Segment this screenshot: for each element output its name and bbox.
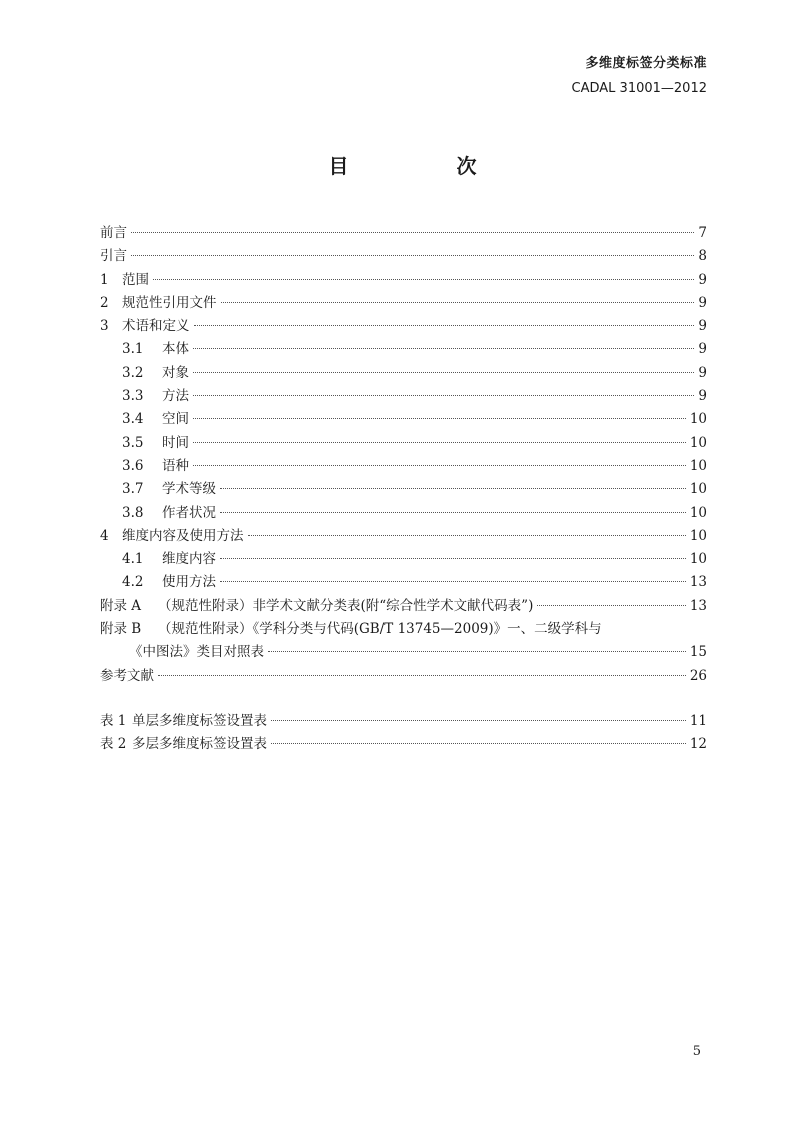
toc-number: 附录 A	[100, 597, 142, 614]
leader-dots	[131, 232, 694, 233]
toc-label	[100, 269, 149, 292]
toc-title: 方法	[162, 388, 189, 405]
table-title: 多层多维度标签设置表	[132, 736, 267, 753]
toc-label	[122, 385, 189, 408]
toc-label	[122, 478, 216, 501]
table-list-entry-2[interactable]	[100, 733, 707, 756]
toc-label	[100, 710, 267, 733]
toc-page: 10	[689, 551, 707, 568]
toc-label	[122, 432, 189, 455]
toc-label	[100, 292, 217, 315]
toc-number: 2	[100, 294, 109, 311]
toc-page: 10	[689, 481, 707, 498]
standard-code: CADAL 31001—2012	[571, 81, 707, 96]
toc-label	[122, 548, 216, 571]
toc-number: 3.4	[122, 411, 144, 428]
toc-label	[122, 502, 216, 525]
toc-page: 9	[698, 318, 707, 335]
page-number: 5	[692, 1044, 701, 1059]
toc-number: 4	[100, 527, 109, 544]
toc-page: 9	[698, 294, 707, 311]
leader-dots	[193, 372, 694, 373]
standard-header	[572, 54, 707, 99]
toc-label: 前言	[100, 225, 127, 241]
leader-dots	[193, 418, 686, 419]
section-gap	[100, 688, 707, 710]
toc-entry-scope[interactable]	[100, 269, 707, 292]
leader-dots	[221, 302, 695, 303]
toc-page: 10	[689, 504, 707, 521]
leader-dots	[193, 465, 686, 466]
toc-title: 时间	[162, 434, 189, 451]
toc-label	[122, 408, 189, 431]
toc-title: 作者状况	[162, 504, 216, 521]
table-list-entry-1[interactable]	[100, 710, 707, 733]
toc-label	[100, 525, 244, 548]
leader-dots	[271, 743, 686, 744]
page-title: 目 次	[328, 154, 521, 178]
leader-dots	[158, 675, 686, 676]
toc-number: 3.2	[122, 364, 144, 381]
leader-dots	[131, 255, 694, 256]
toc-entry-3-6[interactable]	[100, 455, 707, 478]
toc-entry-3-8[interactable]	[100, 502, 707, 525]
toc-label	[100, 618, 602, 641]
toc-page: 7	[698, 225, 707, 241]
toc-title: 语种	[162, 457, 189, 474]
toc-page: 10	[689, 527, 707, 544]
toc-title: 维度内容	[162, 551, 216, 568]
toc-label: 参考文献	[100, 667, 154, 684]
toc-label: 引言	[100, 248, 127, 265]
toc-entry-4-1[interactable]	[100, 548, 707, 571]
table-number: 表 1	[100, 712, 127, 729]
toc-label	[122, 455, 189, 478]
toc-entry-terms[interactable]	[100, 315, 707, 338]
toc-title: 空间	[162, 411, 189, 428]
toc-page: 11	[689, 712, 707, 729]
toc-page: 10	[689, 411, 707, 428]
toc-entry-3-4[interactable]	[100, 408, 707, 431]
toc-title: 本体	[162, 341, 189, 358]
toc-entry-appendix-b[interactable]	[100, 618, 707, 641]
toc-number: 3	[100, 318, 109, 335]
toc-title: 维度内容及使用方法	[122, 527, 244, 544]
toc-entry-bibliography[interactable]	[100, 665, 707, 688]
standard-name: 多维度标签分类标准	[585, 56, 707, 71]
toc-number: 3.1	[122, 341, 144, 358]
toc-entry-3-2[interactable]	[100, 362, 707, 385]
leader-dots	[248, 535, 686, 536]
toc-number: 3.3	[122, 388, 144, 405]
toc-entry-introduction[interactable]	[100, 245, 707, 268]
leader-dots	[220, 512, 686, 513]
toc-page: 9	[698, 271, 707, 288]
leader-dots	[220, 558, 686, 559]
toc-title: （规范性附录）非学术文献分类表(附“综合性学术文献代码表”)	[158, 597, 534, 614]
table-title: 单层多维度标签设置表	[132, 712, 267, 729]
leader-dots	[153, 279, 694, 280]
toc-label	[100, 315, 190, 338]
toc-entry-foreword[interactable]	[100, 222, 707, 245]
toc-entry-4[interactable]	[100, 525, 707, 548]
toc-page: 13	[689, 597, 707, 614]
toc-entry-3-7[interactable]	[100, 478, 707, 501]
toc-label: 《中图法》类目对照表	[129, 644, 264, 661]
toc-title: 术语和定义	[122, 318, 190, 335]
toc-title: 对象	[162, 364, 189, 381]
table-number: 表 2	[100, 736, 127, 753]
toc-page: 12	[689, 736, 707, 753]
toc-title: 使用方法	[162, 574, 216, 591]
toc-title: （规范性附录）《学科分类与代码(GB/T 13745—2009)》一、二级学科与	[158, 621, 602, 638]
toc-label	[100, 733, 267, 756]
toc-entry-3-3[interactable]	[100, 385, 707, 408]
toc-number: 4.1	[122, 551, 144, 568]
table-of-contents	[100, 222, 707, 757]
toc-number: 4.2	[122, 574, 144, 591]
toc-page: 13	[689, 574, 707, 591]
toc-entry-normative-references[interactable]	[100, 292, 707, 315]
leader-dots	[537, 605, 685, 606]
leader-dots	[220, 581, 686, 582]
leader-dots	[271, 720, 686, 721]
toc-page: 9	[698, 341, 707, 358]
toc-number: 附录 B	[100, 621, 142, 638]
toc-label	[100, 595, 533, 618]
toc-label	[122, 338, 189, 361]
toc-page: 10	[689, 457, 707, 474]
toc-page: 9	[698, 364, 707, 381]
toc-label	[122, 571, 216, 594]
toc-title: 范围	[122, 271, 149, 288]
leader-dots	[193, 395, 694, 396]
toc-entry-3-1[interactable]	[100, 338, 707, 361]
leader-dots	[268, 651, 686, 652]
leader-dots	[193, 442, 686, 443]
toc-number: 3.5	[122, 434, 144, 451]
toc-number: 3.7	[122, 481, 144, 498]
toc-number: 3.6	[122, 457, 144, 474]
toc-title: 学术等级	[162, 481, 216, 498]
toc-label	[122, 362, 189, 385]
leader-dots	[194, 325, 695, 326]
toc-page: 8	[698, 248, 707, 265]
toc-page: 15	[689, 644, 707, 661]
leader-dots	[220, 488, 686, 489]
toc-title: 规范性引用文件	[122, 294, 217, 311]
leader-dots	[193, 348, 694, 349]
toc-number: 1	[100, 271, 109, 288]
toc-page: 10	[689, 434, 707, 451]
toc-page: 26	[689, 667, 707, 684]
toc-entry-4-2[interactable]	[100, 571, 707, 594]
toc-entry-3-5[interactable]	[100, 432, 707, 455]
toc-page: 9	[698, 388, 707, 405]
toc-entry-appendix-a[interactable]	[100, 595, 707, 618]
toc-number: 3.8	[122, 504, 144, 521]
toc-entry-appendix-b-continued[interactable]	[100, 641, 707, 664]
